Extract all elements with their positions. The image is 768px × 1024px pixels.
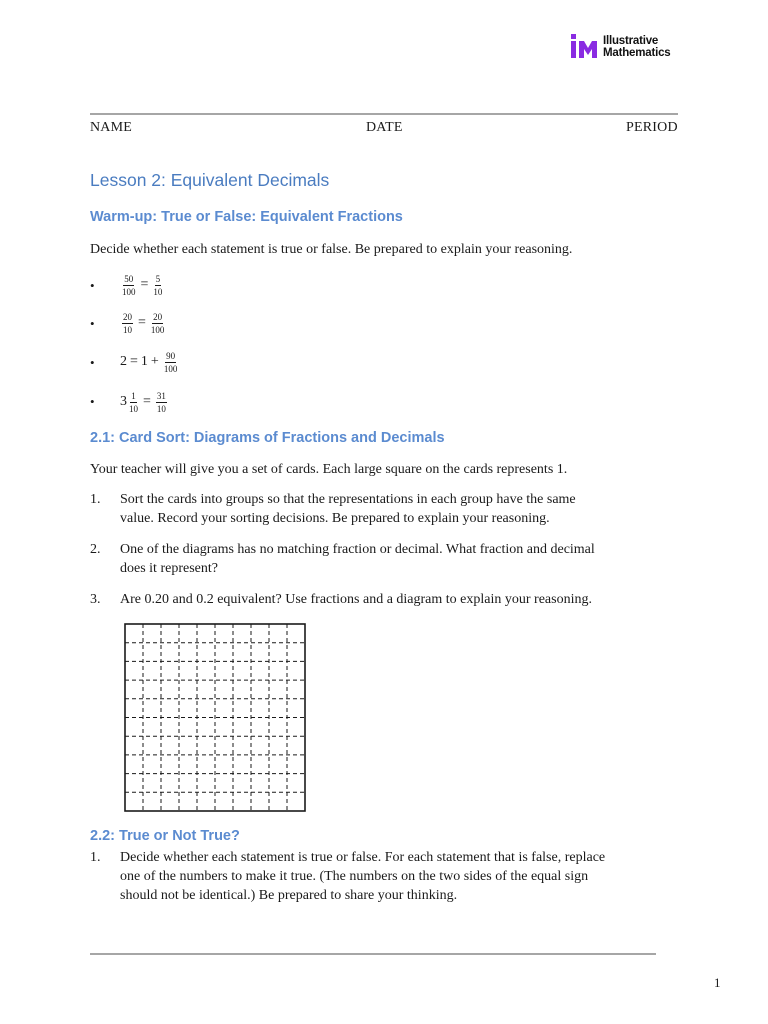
hundredths-grid-diagram <box>124 623 306 812</box>
date-label: DATE <box>366 120 403 135</box>
statement-4: 3 $\frac{1}{10}$ = $\frac{31}{10}$ <box>120 390 166 414</box>
warmup-heading: Warm-up: True or False: Equivalent Fractions <box>90 209 403 225</box>
item-1-line-2: value. Record your sorting decisions. Be prepared to explain your reasoning. <box>120 511 550 526</box>
item-2-number: 2. <box>90 542 101 557</box>
item-2-2-1-line-2: one of the numbers to make it true. (The numbers on the two sides of the equal sign <box>120 869 589 884</box>
item-2-2-1-number: 1. <box>90 850 101 865</box>
logo-text <box>603 35 670 59</box>
warmup-instructions: Decide whether each statement is true or false. Be prepared to explain your reasoning. <box>90 242 573 257</box>
item-1-text <box>120 490 680 528</box>
bullet-2: • <box>90 316 95 331</box>
im-logo-icon <box>570 34 600 60</box>
item-2-line-1: One of the diagrams has no matching fraction or decimal. What fraction and decimal <box>120 542 595 557</box>
item-3-number: 3. <box>90 592 101 607</box>
header-rule <box>90 113 678 115</box>
section-2-1-intro: Your teacher will give you a set of cards. Each large square on the cards represents 1. <box>90 462 568 477</box>
bullet-1: • <box>90 278 95 293</box>
logo-line-1: Illustrative <box>603 35 659 47</box>
item-2-2-1-line-3: should not be identical.) Be prepared to share your thinking. <box>120 888 458 903</box>
item-2-2-1-text <box>120 848 680 905</box>
item-3-text: Are 0.20 and 0.2 equivalent? Use fractions and a diagram to explain your reasoning. <box>120 592 592 607</box>
illustrative-mathematics-logo <box>570 34 690 62</box>
period-label: PERIOD <box>626 120 678 135</box>
page-number: 1 <box>714 975 721 990</box>
section-2-2-heading: 2.2: True or Not True? <box>90 828 240 844</box>
footer-rule <box>90 953 656 955</box>
logo-line-2: Mathematics <box>603 47 671 59</box>
statement-3: 2 = 1 + $\frac{90}{100}$ <box>120 350 178 374</box>
item-2-2-1-line-1: Decide whether each statement is true or false. For each statement that is false, replace <box>120 850 606 865</box>
lesson-title: Lesson 2: Equivalent Decimals <box>90 170 330 190</box>
name-label: NAME <box>90 120 133 135</box>
bullet-4: • <box>90 394 95 409</box>
section-2-1-heading: 2.1: Card Sort: Diagrams of Fractions and Decimals <box>90 430 445 446</box>
item-1-line-1: Sort the cards into groups so that the representations in each group have the same <box>120 492 576 507</box>
item-1-number: 1. <box>90 492 101 507</box>
item-2-line-2: does it represent? <box>120 561 218 576</box>
statement-1: $\frac{50}{100}$ = $\frac{5}{10}$ <box>122 273 163 297</box>
grid-dashed-lines <box>125 624 305 811</box>
bullet-3: • <box>90 355 95 370</box>
statement-2: $\frac{20}{10}$ = $\frac{20}{100}$ <box>123 311 165 335</box>
item-2-text <box>120 540 680 578</box>
